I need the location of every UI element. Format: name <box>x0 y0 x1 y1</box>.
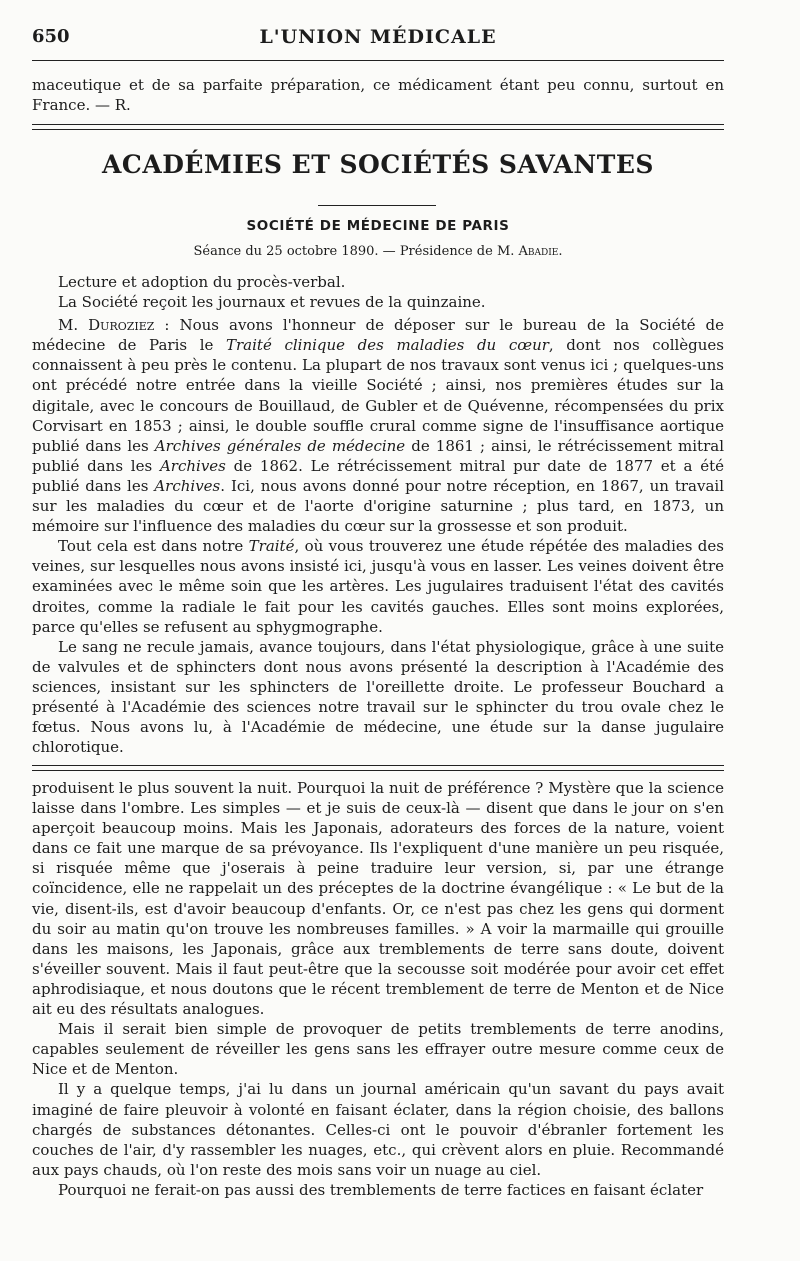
paragraph-text: , dont nos collègues connaissent à peu près le contenu. La plupart de nos travaux sont venus ici ; quelques-uns ont précédé notre entrée dans la vieille Société ; ainsi, nos premières études sur la digitale, avec le concours de Bouillaud, de Gubler et de Quévenne, récompensées du prix Corvisart en 1853 ; ainsi, le double souffle crural comme signe de l'insuffisance aortique publié dans les <box>32 336 725 455</box>
header-rule <box>32 60 724 61</box>
paragraph-text: : Nous avons l'honneur de déposer sur le bureau de la Société de médecine de Paris le <box>32 316 724 355</box>
paragraph-text: Tout cela est dans notre <box>58 537 249 556</box>
paragraph-traite <box>32 536 724 636</box>
speaker-prefix: M. <box>58 316 89 335</box>
paragraph-text: , où vous trouverez une étude répétée des maladies des veines, sur lesquelles nous avons insisté ici, jusqu'à vous en lasser. Les veines doivent être examinées avec le même soin que les artères. Les jugulaires traduisent l'état des cavités droites, comme la radiale le fait pour les cavités gauches. Elles sont moins explorées, parce qu'elles se refusent au sphygmographe. <box>32 537 724 636</box>
minutes-line: Lecture et adoption du procès-verbal. <box>58 273 346 291</box>
feuilleton <box>32 778 724 1200</box>
paragraph-text: de 1862. Le rétrécissement mitral pur date de 1877 et a été publié dans les <box>32 456 724 495</box>
journal-title: Archives générales de médecine <box>154 436 406 455</box>
section-title: ACADÉMIES ET SOCIÉTÉS SAVANTES <box>102 150 654 179</box>
continuation-paragraph <box>32 75 724 115</box>
correspondence-line: La Société reçoit les journaux et revues de la quinzaine. <box>58 293 486 312</box>
section-separator <box>32 124 724 130</box>
feuilleton-paragraph-2: Mais il serait bien simple de provoquer de petits tremblements de terre anodins, capables seulement de réveiller les gens sans les effrayer outre mesure comme ceux de Nice et de Menton. <box>32 1020 724 1079</box>
continuation-line-1: maceutique et de sa parfaite préparation, ce médicament étant peu connu, surtout en <box>32 76 724 94</box>
session-suffix: . <box>558 244 563 259</box>
title-rule <box>318 205 436 206</box>
feuilleton-paragraph-4: Pourquoi ne ferait-on pas aussi des tremblements de terre factices en faisant éclater <box>58 1180 704 1199</box>
journal-name: L'UNION MÉDICALE <box>259 26 497 48</box>
page-number: 650 <box>32 26 70 47</box>
president-name: Abadie <box>518 244 559 259</box>
running-header <box>32 26 724 54</box>
session-date: Séance du 25 octobre 1890. — Présidence de M. <box>193 244 519 259</box>
feuilleton-paragraph-3: Il y a quelque temps, j'ai lu dans un journal américain qu'un savant du pays avait imaginé de faire pleuvoir à volonté en faisant éclater, dans la région choisie, des ballons chargés de substances détonantes. Celles-ci ont le pouvoir d'ébranler fortement les couches de l'air, d'y rassembler les nuages, etc., qui crèvent alors en pluie. Recommandé aux pays chauds, où l'on reste des mois sans voir un nuage au ciel. <box>32 1080 724 1179</box>
book-title: Traité clinique des maladies du cœur <box>226 336 549 355</box>
book-title: Traité <box>248 537 295 556</box>
paragraph-sang: Le sang ne recule jamais, avance toujours, dans l'état physiologique, grâce à une suite de valvules et de sphincters dont nous avons présenté la description à l'Académie des sciences, insistant sur les sphincters de l'oreillette droite. Le professeur Bouchard a présenté à l'Académie des sciences notre travail sur le sphincter du trou ovale chez le fœtus. Nous avons lu, à l'Académie de médecine, une étude sur la danse jugulaire chlorotique. <box>32 637 724 757</box>
paragraph-text: . Ici, nous avons donné pour notre réception, en 1867, un travail sur les maladies du cœur et de l'aorte d'origine saturnine ; plus tard, en 1873, un mémoire sur l'influence des maladies du cœur sur la grossesse et son produit. <box>32 476 724 536</box>
session-report <box>32 272 724 757</box>
paragraph-duroziez <box>32 315 724 536</box>
society-title: SOCIÉTÉ DE MÉDECINE DE PARIS <box>246 218 510 234</box>
continuation-line-2: France. — R. <box>32 96 131 115</box>
journal-title: Archives <box>154 476 221 495</box>
journal-title: Archives <box>159 456 226 475</box>
speaker-name: Duroziez <box>88 316 155 335</box>
session-line <box>32 244 724 259</box>
paragraph-text: de 1861 ; ainsi, le rétrécissement mitral publié dans les <box>32 436 724 475</box>
feuilleton-separator <box>32 765 724 771</box>
feuilleton-paragraph-1: produisent le plus souvent la nuit. Pourquoi la nuit de préférence ? Mystère que la science laisse dans l'ombre. Les simples — et je suis de ceux-là — disent que dans le jour on s'en aperçoit beaucoup moins. Mais les Japonais, adorateurs des forces de la nature, voient dans ce fait une marque de sa prévoyance. Ils l'expliquent d'une manière un peu risquée, si risquée même que j'oserais à peine traduire leur version, si, par une étrange coïncidence, elle ne rappelait un des préceptes de la doctrine évangélique : « Le but de la vie, disent-ils, est d'avoir beaucoup d'enfants. Or, ce n'est pas chez les gens qui dorment du soir au matin qu'on trouve les nombreuses familles. » A voir la marmaille qui grouille dans les maisons, les Japonais, grâce aux tremblements de terre sans doute, doivent s'éveiller souvent. Mais il faut peut-être que la secousse soit modérée pour avoir cet effet aphrodisiaque, et nous doutons que le récent tremblement de terre de Menton et de Nice ait eu des résultats analogues. <box>32 779 724 1019</box>
